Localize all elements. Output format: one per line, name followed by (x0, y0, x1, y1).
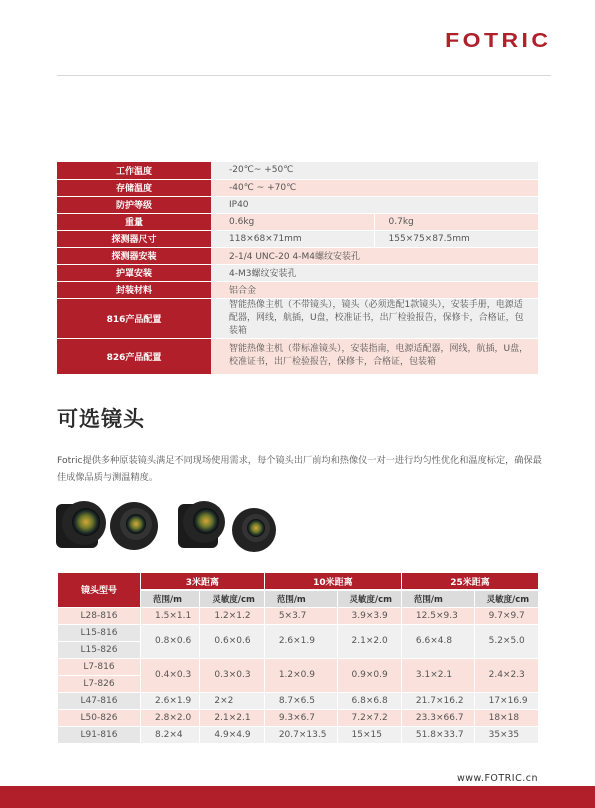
lens-model: L50-826 (58, 709, 141, 726)
spec-row (57, 162, 538, 179)
table-cell: 9.3×6.7 (264, 709, 337, 726)
table-cell: 0.3×0.3 (200, 658, 264, 692)
table-row (58, 726, 539, 743)
spec-row (57, 179, 538, 196)
table-row (58, 709, 539, 726)
spec-row (57, 213, 538, 230)
footer-bar (0, 786, 595, 808)
table-cell: 18×18 (474, 709, 538, 726)
table-row (58, 607, 539, 624)
spec-label: 探测器安装 (57, 247, 211, 264)
distance-header: 10米距离 (264, 573, 401, 590)
spec-value: 0.7kg (374, 213, 538, 230)
table-cell: 0.6×0.6 (200, 624, 264, 658)
lens-icon (110, 502, 158, 550)
lens-model: L91-816 (58, 726, 141, 743)
table-cell: 9.7×9.7 (474, 607, 538, 624)
table-row (58, 692, 539, 709)
table-cell: 5×3.7 (264, 607, 337, 624)
lens-model: L47-816 (58, 692, 141, 709)
lens-icon (56, 501, 106, 548)
table-cell: 8.2×4 (141, 726, 200, 743)
lens-icon (232, 508, 276, 552)
range-header: 范围/m (401, 590, 474, 607)
spec-row (57, 264, 538, 281)
range-header: 范围/m (141, 590, 200, 607)
table-row (58, 624, 539, 641)
spec-value: 智能热像主机（不带镜头），镜头（必须选配1款镜头），安装手册，电源适配器，网线，航插，U盘，校准证书，出厂检验报告，保修卡，合格证，包装箱 (211, 298, 538, 338)
spec-row (57, 196, 538, 213)
section-title: 可选镜头 (57, 407, 145, 431)
table-cell: 15×15 (337, 726, 401, 743)
range-header: 范围/m (264, 590, 337, 607)
spec-row (57, 281, 538, 298)
spec-label: 防护等级 (57, 196, 211, 213)
spec-label: 封装材料 (57, 281, 211, 298)
sensitivity-header: 灵敏度/cm (200, 590, 264, 607)
table-cell: 3.9×3.9 (337, 607, 401, 624)
table-cell: 17×16.9 (474, 692, 538, 709)
spec-value: -40℃ ~ +70℃ (211, 179, 538, 196)
spec-label: 护罩安装 (57, 264, 211, 281)
header-divider (57, 75, 551, 76)
table-cell: 1.5×1.1 (141, 607, 200, 624)
brand-logo: FOTRIC (444, 30, 551, 52)
lens-table (57, 573, 538, 744)
spec-row (57, 247, 538, 264)
spec-label: 重量 (57, 213, 211, 230)
table-cell: 35×35 (474, 726, 538, 743)
lens-model: L7-826 (58, 675, 141, 692)
lens-model: L15-816 (58, 624, 141, 641)
spec-value: 155×75×87.5mm (374, 230, 538, 247)
spec-row (57, 230, 538, 247)
lens-product-image (50, 490, 290, 560)
spec-value: 智能热像主机（带标准镜头），安装指南，电源适配器，网线，航插，U盘，校准证书，出厂检验报告，保修卡，合格证，包装箱 (211, 338, 538, 374)
table-row (58, 658, 539, 675)
table-cell: 2.6×1.9 (264, 624, 337, 658)
table-cell: 8.7×6.5 (264, 692, 337, 709)
spec-row (57, 298, 538, 338)
spec-label: 816产品配置 (57, 298, 211, 338)
spec-value: IP40 (211, 196, 538, 213)
spec-label: 826产品配置 (57, 338, 211, 374)
table-cell: 4.9×4.9 (200, 726, 264, 743)
table-cell: 1.2×1.2 (200, 607, 264, 624)
spec-label: 探测器尺寸 (57, 230, 211, 247)
table-cell: 1.2×0.9 (264, 658, 337, 692)
intro-paragraph: Fotric提供多种原装镜头满足不同现场使用需求，每个镜头出厂前均和热像仪一对一进行均匀性优化和温度标定，确保最佳成像品质与测温精度。 (57, 455, 542, 483)
spec-value: 0.6kg (211, 213, 374, 230)
spec-label: 存储温度 (57, 179, 211, 196)
table-cell: 0.4×0.3 (141, 658, 200, 692)
table-cell: 0.8×0.6 (141, 624, 200, 658)
table-cell: 6.6×4.8 (401, 624, 474, 658)
spec-label: 工作温度 (57, 162, 211, 179)
table-cell: 21.7×16.2 (401, 692, 474, 709)
lens-model: L7-816 (58, 658, 141, 675)
table-cell: 0.9×0.9 (337, 658, 401, 692)
spec-value: 铝合金 (211, 281, 538, 298)
table-cell: 7.2×7.2 (337, 709, 401, 726)
table-cell: 5.2×5.0 (474, 624, 538, 658)
lens-model: L15-826 (58, 641, 141, 658)
table-cell: 12.5×9.3 (401, 607, 474, 624)
table-cell: 51.8×33.7 (401, 726, 474, 743)
spec-value: 4-M3螺纹安装孔 (211, 264, 538, 281)
sensitivity-header: 灵敏度/cm (337, 590, 401, 607)
lens-icon (178, 501, 225, 548)
table-cell: 3.1×2.1 (401, 658, 474, 692)
distance-header: 3米距离 (141, 573, 265, 590)
spec-row (57, 338, 538, 374)
table-cell: 6.8×6.8 (337, 692, 401, 709)
table-cell: 2×2 (200, 692, 264, 709)
table-cell: 23.3×66.7 (401, 709, 474, 726)
table-cell: 2.8×2.0 (141, 709, 200, 726)
table-cell: 2.4×2.3 (474, 658, 538, 692)
spec-table (57, 162, 538, 375)
table-cell: 2.6×1.9 (141, 692, 200, 709)
table-cell: 2.1×2.0 (337, 624, 401, 658)
website-url[interactable]: www.FOTRIC.cn (456, 773, 538, 784)
distance-header: 25米距离 (401, 573, 538, 590)
table-cell: 2.1×2.1 (200, 709, 264, 726)
spec-value: 118×68×71mm (211, 230, 374, 247)
spec-value: 2-1/4 UNC-20 4-M4螺纹安装孔 (211, 247, 538, 264)
sensitivity-header: 灵敏度/cm (474, 590, 538, 607)
model-header: 镜头型号 (58, 573, 141, 607)
spec-value: -20℃~ +50℃ (211, 162, 538, 179)
lens-model: L28-816 (58, 607, 141, 624)
table-cell: 20.7×13.5 (264, 726, 337, 743)
